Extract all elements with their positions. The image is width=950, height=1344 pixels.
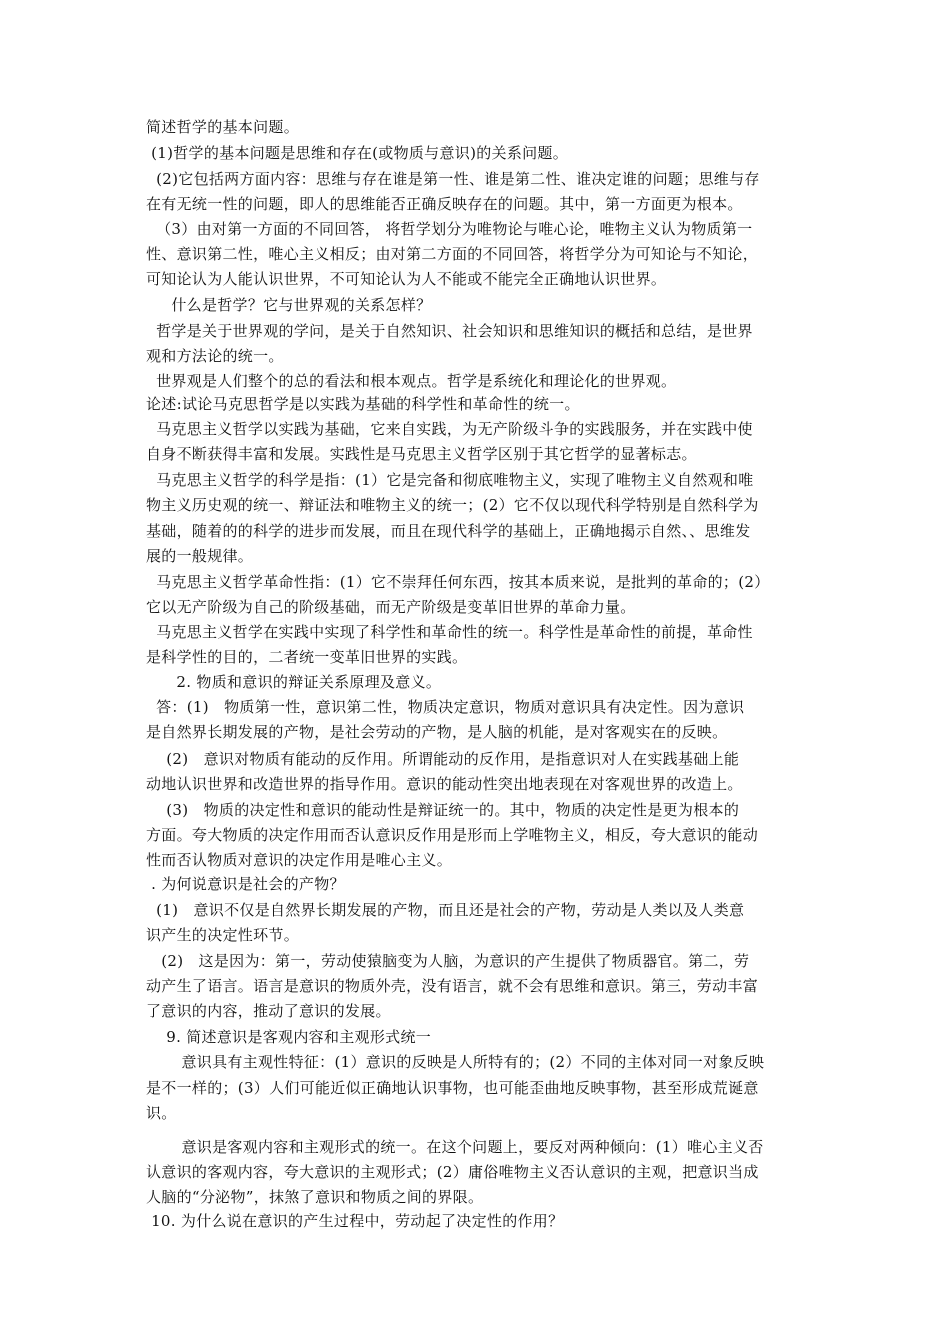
doc-line: （3）由对第一方面的不同回答， 将哲学划分为唯物论与唯心论，唯物主义认为物质第一 (146, 220, 753, 238)
doc-line: 意识具有主观性特征：(1）意识的反映是人所特有的；(2）不同的主体对同一对象反映 (146, 1053, 765, 1071)
section-heading: 2. 物质和意识的辩证关系原理及意义。 (146, 673, 442, 691)
doc-line: 识。 (146, 1104, 177, 1122)
doc-line: 在有无统一性的问题，即人的思维能否正确反映存在的问题。其中，第一方面更为根本。 (146, 195, 743, 213)
section-heading: . 为何说意识是社会的产物？ (146, 875, 345, 893)
section-heading: 论述:试论马克思哲学是以实践为基础的科学性和革命性的统一。 (146, 395, 580, 413)
doc-line: 它以无产阶级为自己的阶级基础，而无产阶级是变革旧世界的革命力量。 (146, 598, 636, 616)
doc-line: 是自然界长期发展的产物，是社会劳动的产物，是人脑的机能，是对客观实在的反映。 (146, 723, 728, 741)
doc-line: (1)哲学的基本问题是思维和存在(或物质与意识)的关系问题。 (146, 144, 569, 162)
doc-line: 世界观是人们整个的总的看法和根本观点。哲学是系统化和理论化的世界观。 (146, 372, 677, 390)
doc-line: 人脑的“分泌物”，抹煞了意识和物质之间的界限。 (146, 1188, 484, 1206)
doc-line: 性、意识第二性，唯心主义相反；由对第二方面的不同回答，将哲学分为可知论与不知论， (146, 245, 759, 263)
doc-line: (2)它包括两方面内容：思维与存在谁是第一性、谁是第二性、谁决定谁的问题；思维与存 (146, 170, 760, 188)
doc-line: 动产生了语言。语言是意识的物质外壳，没有语言，就不会有思维和意识。第三，劳动丰富 (146, 977, 759, 995)
doc-line: 是不一样的；(3）人们可能近似正确地认识事物，也可能歪曲地反映事物，甚至形成荒诞意 (146, 1079, 759, 1097)
doc-line: 哲学是关于世界观的学问，是关于自然知识、社会知识和思维知识的概括和总结，是世界 (146, 322, 753, 340)
doc-line: 马克思主义哲学革命性指：(1）它不崇拜任何东西，按其本质来说，是批判的革命的；(2） (146, 573, 770, 591)
doc-line: 方面。夸大物质的决定作用而否认意识反作用是形而上学唯物主义，相反，夸大意识的能动 (146, 826, 759, 844)
doc-line: 可知论认为人能认识世界，不可知论认为人不能或不能完全正确地认识世界。 (146, 270, 667, 288)
doc-line: 观和方法论的统一。 (146, 347, 284, 365)
doc-line: 物主义历史观的统一、辩证法和唯物主义的统一；(2）它不仅以现代科学特别是自然科学为 (146, 496, 759, 514)
doc-line: (1) 意识不仅是自然界长期发展的产物，而且还是社会的产物，劳动是人类以及人类意 (146, 901, 745, 919)
section-heading: 10. 为什么说在意识的产生过程中，劳动起了决定性的作用？ (146, 1212, 564, 1230)
doc-line: (2) 意识对物质有能动的反作用。所谓能动的反作用，是指意识对人在实践基础上能 (146, 750, 740, 768)
doc-line: 性而否认物质对意识的决定作用是唯心主义。 (146, 851, 453, 869)
doc-line: 简述哲学的基本问题。 (146, 118, 300, 136)
doc-line: 了意识的内容，推动了意识的发展。 (146, 1002, 391, 1020)
section-heading: 9. 简述意识是客观内容和主观形式统一 (146, 1028, 432, 1046)
doc-line: 马克思主义哲学以实践为基础，它来自实践，为无产阶级斗争的实践服务，并在实践中使 (146, 420, 753, 438)
doc-line: 意识是客观内容和主观形式的统一。在这个问题上，要反对两种倾向：(1）唯心主义否 (146, 1138, 764, 1156)
section-heading: 什么是哲学？它与世界观的关系怎样？ (146, 296, 432, 314)
doc-line: 展的一般规律。 (146, 547, 254, 565)
doc-line: 答：(1) 物质第一性，意识第二性，物质决定意识，物质对意识具有决定性。因为意识 (146, 698, 745, 716)
doc-line: (3) 物质的决定性和意识的能动性是辩证统一的。其中，物质的决定性是更为根本的 (146, 801, 740, 819)
doc-line: 识产生的决定性环节。 (146, 926, 300, 944)
doc-line: 自身不断获得丰富和发展。实践性是马克思主义哲学区别于其它哲学的显著标志。 (146, 445, 697, 463)
doc-line: 动地认识世界和改造世界的指导作用。意识的能动性突出地表现在对客观世界的改造上。 (146, 775, 743, 793)
doc-line: 基础，随着的的科学的进步而发展，而且在现代科学的基础上，正确地揭示自然、、思维发 (146, 522, 751, 540)
doc-line: 是科学性的目的，二者统一变革旧世界的实践。 (146, 648, 468, 666)
doc-line: (2) 这是因为：第一，劳动使猿脑变为人脑，为意识的产生提供了物质器官。第二，劳 (146, 952, 750, 970)
doc-line: 马克思主义哲学的科学是指：(1）它是完备和彻底唯物主义，实现了唯物主义自然观和唯 (146, 471, 754, 489)
doc-line: 认意识的客观内容，夸大意识的主观形式；(2）庸俗唯物主义否认意识的主观，把意识当成 (146, 1163, 759, 1181)
doc-line: 马克思主义哲学在实践中实现了科学性和革命性的统一。科学性是革命性的前提，革命性 (146, 623, 753, 641)
